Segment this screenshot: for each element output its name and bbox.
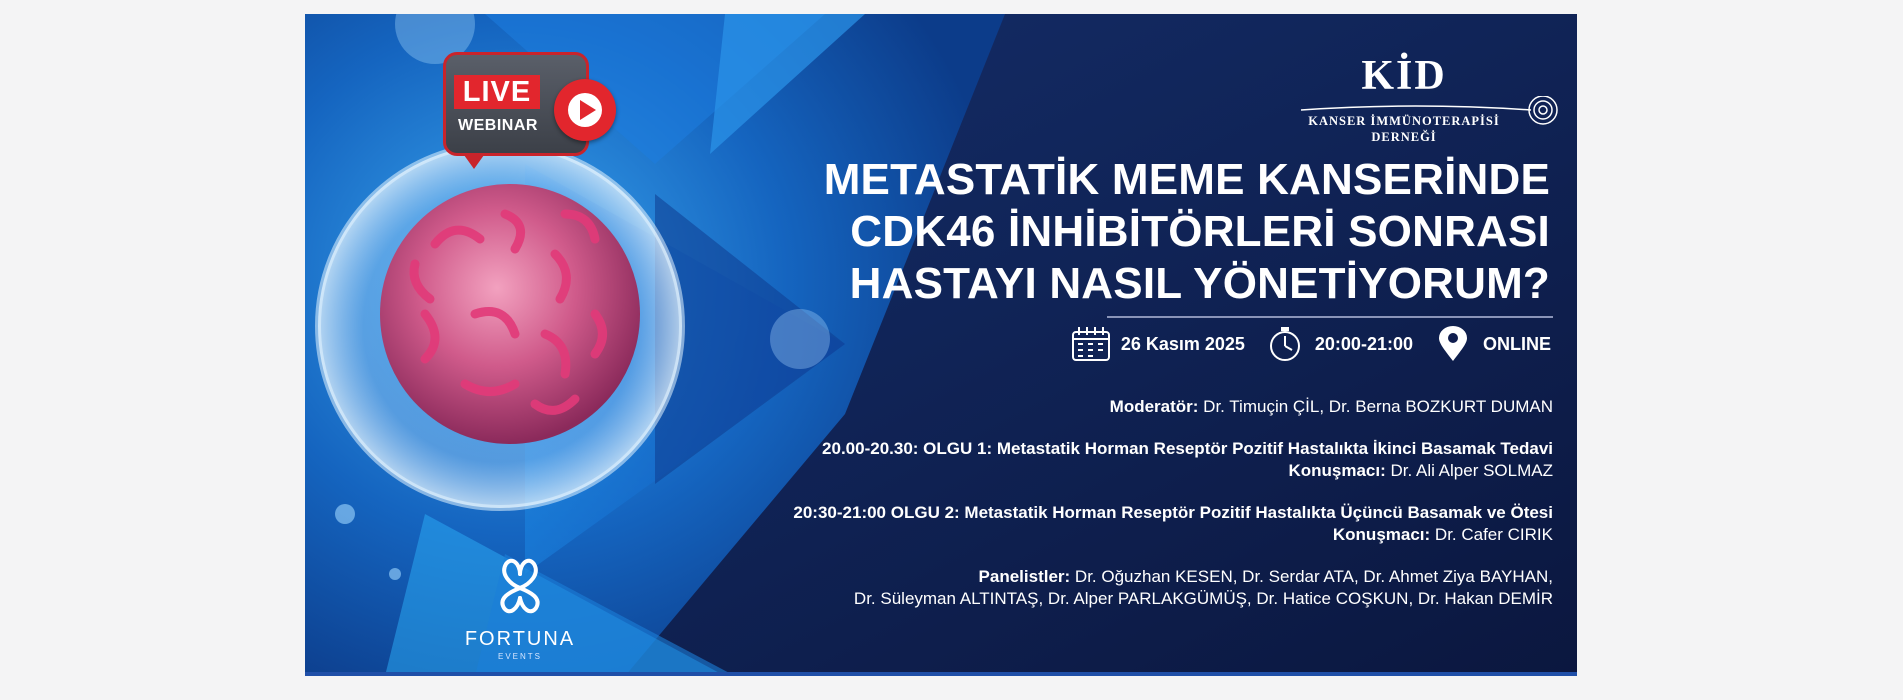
moderator-names: Dr. Timuçin ÇİL, Dr. Berna BOZKURT DUMAN <box>1198 397 1553 416</box>
event-date: 26 Kasım 2025 <box>1120 333 1245 354</box>
panelists-label: Panelistler: <box>978 567 1071 586</box>
case-1-block <box>653 438 1553 482</box>
webinar-banner <box>305 14 1577 676</box>
event-title-line: HASTAYI NASIL YÖNETİYORUM? <box>849 259 1550 308</box>
panelists-line-1: Dr. Oğuzhan KESEN, Dr. Serdar ATA, Dr. Ahmet Ziya BAYHAN, <box>1070 567 1553 586</box>
time-info <box>1265 326 1413 362</box>
event-time: 20:00-21:00 <box>1314 333 1413 354</box>
kid-logo <box>1295 52 1559 152</box>
program-details <box>653 396 1553 630</box>
sponsor-name: FORTUNA <box>464 628 576 650</box>
event-info-row <box>1071 324 1551 364</box>
case-1-speaker-label: Konuşmacı: <box>1288 461 1386 480</box>
stopwatch-icon <box>1265 326 1305 362</box>
kid-logo-title: KİD <box>1361 53 1447 99</box>
event-title <box>750 154 1550 310</box>
webinar-label: WEBINAR <box>458 117 538 134</box>
case-1-title: 20.00-20.30: OLGU 1: Metastatik Horman Reseptör Pozitif Hastalıkta İkinci Basamak Tedavi <box>822 439 1553 458</box>
case-2-speaker-label: Konuşmacı: <box>1332 525 1431 544</box>
calendar-icon <box>1071 326 1111 362</box>
event-title-line: CDK46 İNHİBİTÖRLERİ SONRASI <box>850 207 1550 256</box>
event-location: ONLINE <box>1482 333 1551 354</box>
sponsor-sub: EVENTS <box>497 652 542 661</box>
date-info <box>1071 326 1245 362</box>
event-title-line: METASTATİK MEME KANSERİNDE <box>823 155 1550 204</box>
panelists-block <box>653 566 1553 610</box>
title-divider <box>1107 316 1553 318</box>
panelists-line-2: Dr. Süleyman ALTINTAŞ, Dr. Alper PARLAKGÜMÜŞ, Dr. Hatice COŞKUN, Dr. Hakan DEMİR <box>853 589 1553 608</box>
case-2-block <box>653 502 1553 546</box>
play-icon <box>554 79 616 141</box>
fortuna-events-logo <box>460 554 580 664</box>
live-webinar-badge <box>443 52 589 156</box>
clover-icon <box>490 554 550 620</box>
moderator-label: Moderatör: <box>1109 397 1199 416</box>
kid-logo-subtitle-2: DERNEĞİ <box>1371 130 1437 144</box>
location-info <box>1433 326 1551 362</box>
case-2-speaker: Dr. Cafer CIRIK <box>1430 525 1553 544</box>
location-pin-icon <box>1433 326 1473 362</box>
case-2-title: 20:30-21:00 OLGU 2: Metastatik Horman Reseptör Pozitif Hastalıkta Üçüncü Basamak ve Ötesi <box>793 503 1553 522</box>
case-1-speaker: Dr. Ali Alper SOLMAZ <box>1385 461 1553 480</box>
live-label: LIVE <box>454 75 540 109</box>
moderator-block <box>653 396 1553 418</box>
kid-logo-subtitle-1: KANSER İMMÜNOTERAPİSİ <box>1308 114 1500 128</box>
